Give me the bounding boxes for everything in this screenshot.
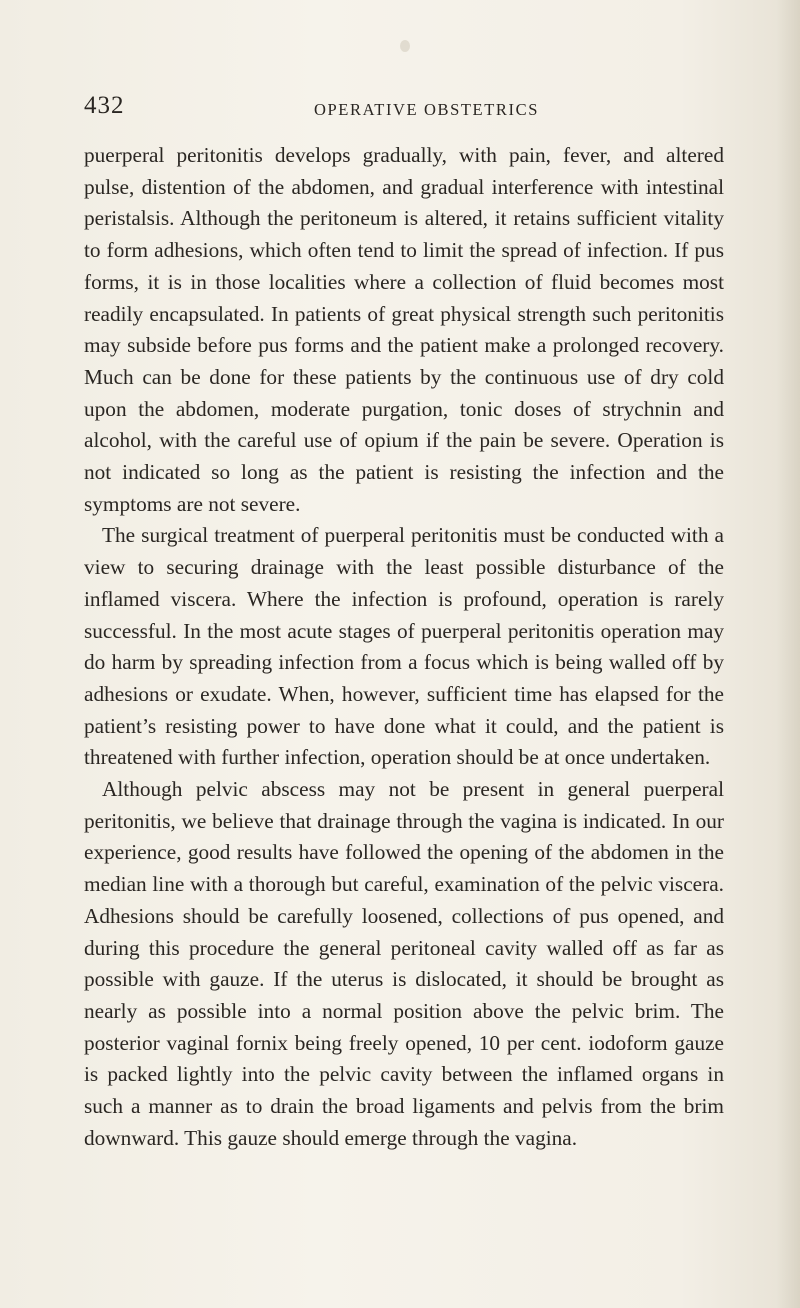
body-text bbox=[84, 140, 724, 1155]
running-title: OPERATIVE OBSTETRICS bbox=[314, 100, 539, 119]
paragraph-continued: puerperal peritonitis develops gradually, with pain, fever, and altered pulse, distention of the abdomen, and gradual interference with intestinal peristalsis. Although the peritoneum is altered, it retains sufficient vitality to form adhesions, which often tend to limit the spread of infection. If pus forms, it is in those localities where a collection of fluid becomes most readily encapsulated. In patients of great physical strength such peritonitis may subside before pus forms and the patient make a prolonged recovery. Much can be done for these patients by the continuous use of dry cold upon the abdomen, moderate purgation, tonic doses of strychnin and alcohol, with the careful use of opium if the pain be severe. Operation is not indicated so long as the patient is resisting the infection and the symptoms are not severe. bbox=[84, 143, 724, 516]
page-number: 432 bbox=[84, 92, 125, 119]
running-header bbox=[84, 92, 724, 128]
paper-blemish bbox=[400, 40, 410, 52]
paragraph-surgical-treatment: The surgical treatment of puerperal peritonitis must be conducted with a view to securing drainage with the least possible disturbance of the inflamed viscera. Where the infection is profound, operation is rarely successful. In the most acute stages of puerperal peritonitis operation may do harm by spreading infection from a focus which is being walled off by adhesions or exudate. When, however, sufficient time has elapsed for the patient’s resisting power to have done what it could, and the patient is threatened with further infection, operation should be at once undertaken. bbox=[84, 523, 724, 770]
paragraph-pelvic-abscess: Although pelvic abscess may not be present in general puerperal peritonitis, we believe that drainage through the vagina is indicated. In our experience, good results have followed the opening of the abdomen in the median line with a thorough but careful, examination of the pelvic viscera. Adhesions should be carefully loosened, collections of pus opened, and during this procedure the general peritoneal cavity walled off as far as possible with gauze. If the uterus is dislocated, it should be brought as nearly as possible into a normal position above the pelvic brim. The posterior vaginal fornix being freely opened, 10 per cent. iodoform gauze is packed lightly into the pelvic cavity between the inflamed organs in such a manner as to drain the broad ligaments and pelvis from the brim downward. This gauze should emerge through the vagina. bbox=[84, 777, 724, 1150]
